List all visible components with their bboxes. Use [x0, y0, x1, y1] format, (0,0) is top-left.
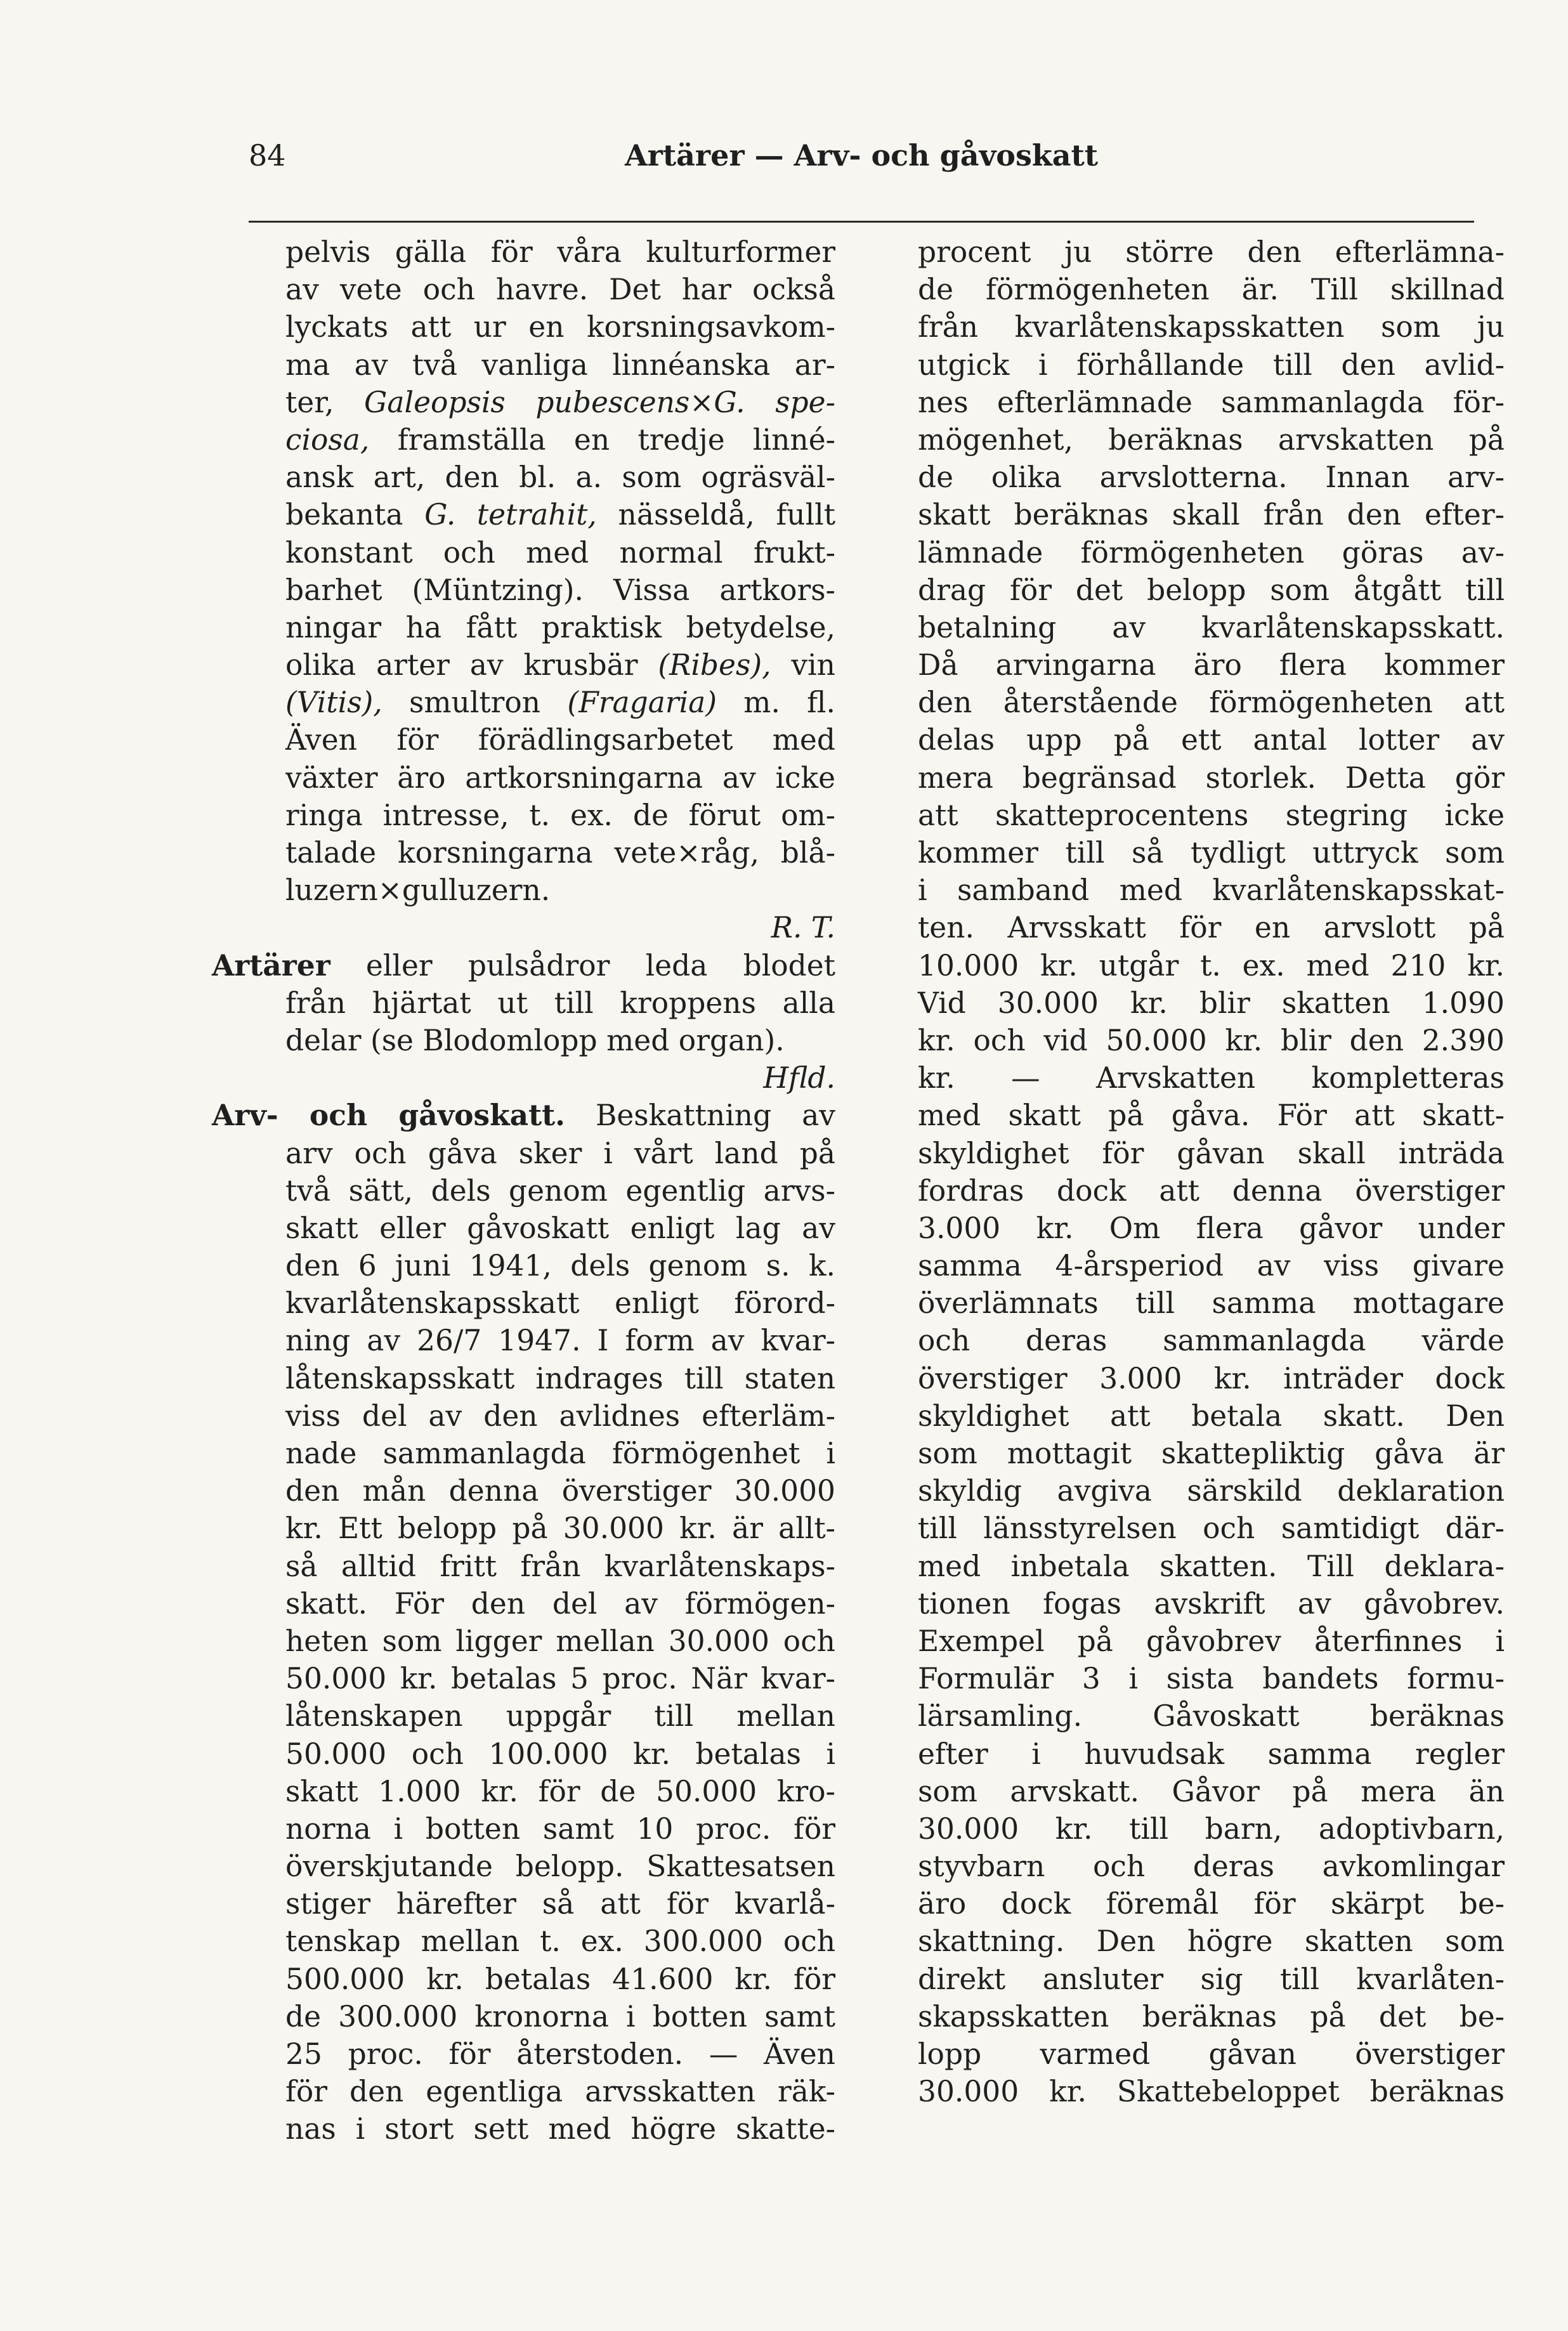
text-line: Även för förädlingsarbetet med	[285, 723, 835, 757]
text-line: mera begränsad storlek. Detta gör	[918, 761, 1505, 795]
text-line: bekanta G. tetrahit, nässeldå, fullt	[285, 498, 835, 532]
text-line: Exempel på gåvobrev återfinnes i	[918, 1624, 1505, 1658]
text-line: skatt. För den del av förmögen-	[285, 1586, 835, 1621]
left-column	[212, 233, 835, 2148]
text-line: betalning av kvarlåtenskapsskatt.	[918, 610, 1505, 644]
text-line: skyldighet att betala skatt. Den	[918, 1399, 1505, 1433]
text-line: 50.000 och 100.000 kr. betalas i	[285, 1737, 835, 1771]
text-line: Hfld.	[763, 1061, 835, 1095]
text-line: som arvskatt. Gåvor på mera än	[918, 1774, 1505, 1808]
text-line: 50.000 kr. betalas 5 proc. När kvar-	[285, 1662, 835, 1696]
text-line: procent ju större den efterlämna-	[918, 235, 1505, 269]
text-line: att skatteprocentens stegring icke	[918, 798, 1505, 832]
text-line: 500.000 kr. betalas 41.600 kr. för	[285, 1962, 835, 1996]
text-line: kr. — Arvskatten kompletteras	[918, 1061, 1505, 1095]
text-line: 25 proc. för återstoden. — Även	[285, 2037, 835, 2071]
text-line: (Vitis), smultron (Fragaria) m. fl.	[285, 686, 835, 720]
text-line: utgick i förhållande till den avlid-	[918, 348, 1505, 382]
text-line: den 6 juni 1941, dels genom s. k.	[285, 1249, 835, 1283]
text-line: skyldighet för gåvan skall inträda	[918, 1136, 1505, 1170]
text-line: ningar ha fått praktisk betydelse,	[285, 610, 835, 644]
text-line: ma av två vanliga linnéanska ar-	[285, 348, 835, 382]
text-line: samma 4-årsperiod av viss givare	[918, 1249, 1505, 1283]
text-line: skatt beräknas skall från den efter-	[918, 498, 1505, 532]
text-line: drag för det belopp som åtgått till	[918, 573, 1505, 607]
text-line: tionen fogas avskrift av gåvobrev.	[918, 1586, 1505, 1621]
page-header	[249, 138, 1474, 183]
text-line: nas i stort sett med högre skatte-	[285, 2112, 835, 2146]
text-line: skatt 1.000 kr. för de 50.000 kro-	[285, 1774, 835, 1808]
text-line: Artärer eller pulsådror leda blodet	[212, 948, 835, 983]
text-line: efter i huvudsak samma regler	[918, 1737, 1505, 1771]
text-line: med skatt på gåva. För att skatt-	[918, 1099, 1505, 1133]
text-line: ning av 26/7 1947. I form av kvar-	[285, 1324, 835, 1358]
text-line: delas upp på ett antal lotter av	[918, 723, 1505, 757]
text-line: den mån denna överstiger 30.000	[285, 1474, 835, 1508]
text-line: äro dock föremål för skärpt be-	[918, 1887, 1505, 1921]
text-line: arv och gåva sker i vårt land på	[285, 1136, 835, 1170]
text-line: med inbetala skatten. Till deklara-	[918, 1549, 1505, 1583]
text-line: viss del av den avlidnes efterläm-	[285, 1399, 835, 1433]
text-line: ringa intresse, t. ex. de förut om-	[285, 798, 835, 832]
text-line: överstiger 3.000 kr. inträder dock	[918, 1361, 1505, 1395]
text-line: ter, Galeopsis pubescens×G. spe-	[285, 385, 835, 419]
text-line: låtenskapen uppgår till mellan	[285, 1699, 835, 1734]
right-column	[918, 233, 1505, 2110]
text-line: de förmögenheten är. Till skillnad	[918, 273, 1505, 307]
text-line: så alltid fritt från kvarlåtenskaps-	[285, 1549, 835, 1583]
text-line: styvbarn och deras avkomlingar	[918, 1850, 1505, 1884]
text-line: norna i botten samt 10 proc. för	[285, 1812, 835, 1846]
text-line: ciosa, framställa en tredje linné-	[285, 422, 835, 457]
text-line: skatt eller gåvoskatt enligt lag av	[285, 1211, 835, 1245]
text-line: av vete och havre. Det har också	[285, 273, 835, 307]
text-line: kvarlåtenskapsskatt enligt förord-	[285, 1286, 835, 1321]
text-line: överlämnats till samma mottagare	[918, 1286, 1505, 1321]
text-line: skyldig avgiva särskild deklaration	[918, 1474, 1505, 1508]
text-line: kr. och vid 50.000 kr. blir den 2.390	[918, 1023, 1505, 1057]
text-line: direkt ansluter sig till kvarlåten-	[918, 1962, 1505, 1996]
text-line: skapsskatten beräknas på det be-	[918, 1999, 1505, 2034]
text-line: lopp varmed gåvan överstiger	[918, 2037, 1505, 2071]
text-line: de 300.000 kronorna i botten samt	[285, 1999, 835, 2034]
text-line: Formulär 3 i sista bandets formu-	[918, 1662, 1505, 1696]
text-line: överskjutande belopp. Skattesatsen	[285, 1850, 835, 1884]
text-line: heten som ligger mellan 30.000 och	[285, 1624, 835, 1658]
text-line: barhet (Müntzing). Vissa artkors-	[285, 573, 835, 607]
text-line: Vid 30.000 kr. blir skatten 1.090	[918, 986, 1505, 1020]
text-line: den återstående förmögenheten att	[918, 686, 1505, 720]
text-line: växter äro artkorsningarna av icke	[285, 761, 835, 795]
text-line: Då arvingarna äro flera kommer	[918, 648, 1505, 682]
text-line: ten. Arvsskatt för en arvslott på	[918, 911, 1505, 945]
page-number: 84	[249, 138, 286, 173]
running-head: Artärer — Arv- och gåvoskatt	[624, 138, 1099, 173]
text-line: talade korsningarna vete×råg, blå-	[285, 836, 835, 870]
text-line: 30.000 kr. till barn, adoptivbarn,	[918, 1812, 1505, 1846]
text-line: från kvarlåtenskapsskatten som ju	[918, 310, 1505, 344]
text-line: i samband med kvarlåtenskapsskat-	[918, 873, 1505, 908]
text-line: från hjärtat ut till kroppens alla	[285, 986, 835, 1020]
text-line: kommer till så tydligt uttryck som	[918, 836, 1505, 870]
text-line: till länsstyrelsen och samtidigt där-	[918, 1512, 1505, 1546]
text-line: lärsamling. Gåvoskatt beräknas	[918, 1699, 1505, 1734]
text-line: konstant och med normal frukt-	[285, 535, 835, 570]
text-line: pelvis gälla för våra kulturformer	[285, 235, 835, 269]
text-line: delar (se Blodomlopp med organ).	[285, 1023, 785, 1057]
text-line: R. T.	[771, 911, 835, 945]
text-line: tenskap mellan t. ex. 300.000 och	[285, 1924, 835, 1959]
text-line: fordras dock att denna överstiger	[918, 1173, 1505, 1208]
text-line: 30.000 kr. Skattebeloppet beräknas	[918, 2075, 1505, 2109]
header-rule	[249, 221, 1474, 223]
text-line: 10.000 kr. utgår t. ex. med 210 kr.	[918, 948, 1505, 983]
text-line: som mottagit skattepliktig gåva är	[918, 1437, 1505, 1470]
text-line: nes efterlämnade sammanlagda för-	[918, 385, 1505, 419]
text-line: Arv- och gåvoskatt. Beskattning av	[212, 1098, 835, 1133]
text-line: låtenskapsskatt indrages till staten	[285, 1361, 835, 1395]
text-line: olika arter av krusbär (Ribes), vin	[285, 648, 835, 682]
text-line: de olika arvslotterna. Innan arv-	[918, 460, 1505, 495]
text-line: kr. Ett belopp på 30.000 kr. är allt-	[285, 1512, 835, 1546]
text-line: stiger härefter så att för kvarlå-	[285, 1887, 835, 1921]
text-line: och deras sammanlagda värde	[918, 1324, 1505, 1358]
text-line: nade sammanlagda förmögenhet i	[285, 1437, 835, 1470]
text-line: lyckats att ur en korsningsavkom-	[285, 310, 835, 344]
text-line: två sätt, dels genom egentlig arvs-	[285, 1173, 835, 1208]
text-line: skattning. Den högre skatten som	[918, 1924, 1505, 1959]
text-line: 3.000 kr. Om flera gåvor under	[918, 1211, 1505, 1245]
text-line: för den egentliga arvsskatten räk-	[285, 2075, 835, 2109]
text-line: mögenhet, beräknas arvskatten på	[918, 422, 1505, 457]
text-line: ansk art, den bl. a. som ogräsväl-	[285, 460, 835, 495]
text-line: luzern×gulluzern.	[285, 873, 551, 908]
text-line: lämnade förmögenheten göras av-	[918, 535, 1505, 570]
